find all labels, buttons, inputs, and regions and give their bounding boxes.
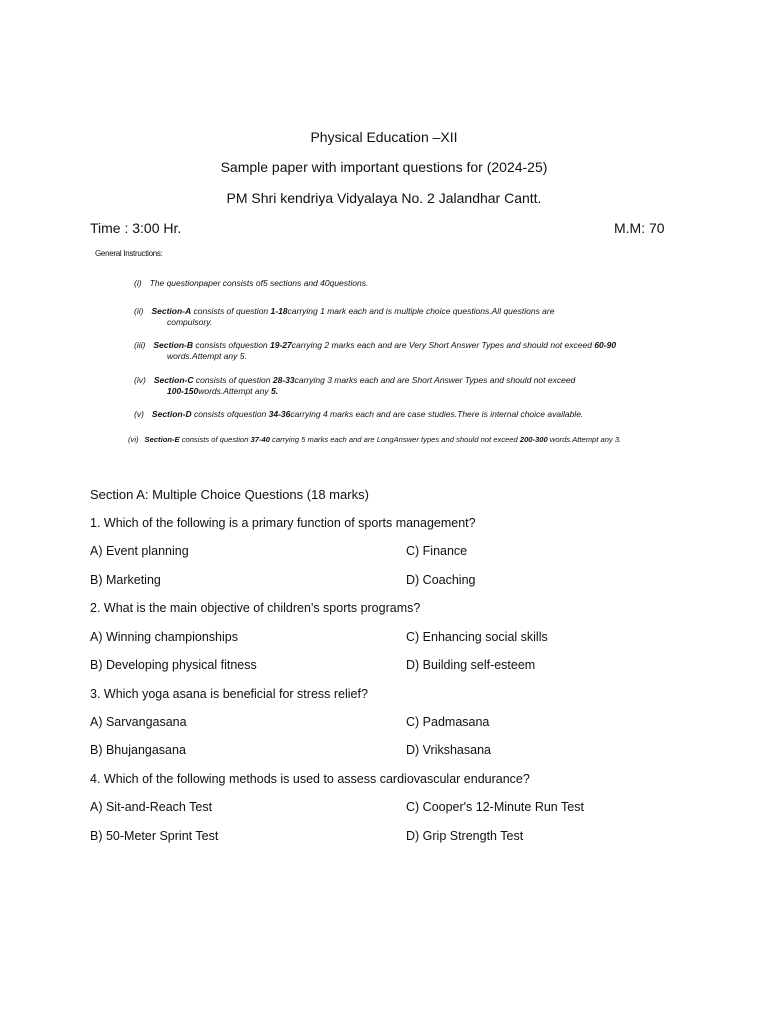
instruction-number: (v) (134, 409, 144, 419)
option-a: A) Event planning (90, 544, 189, 558)
instruction-text: consists of question (193, 375, 273, 385)
question-range: 19-27 (270, 340, 292, 350)
option-c: C) Finance (406, 544, 468, 558)
question-range: 37-40 (250, 435, 270, 444)
paper-subtitle: Sample paper with important questions for (2024-25) (220, 159, 548, 175)
general-instructions-label: General Instructions: (95, 249, 163, 258)
instruction-continuation: compulsory. (167, 317, 213, 327)
instruction-text: consists of question (191, 306, 271, 316)
instruction-item (134, 306, 554, 328)
instruction-continuation: words.Attempt any (198, 386, 271, 396)
option-b: B) Bhujangasana (90, 743, 186, 757)
option-a: A) Sarvangasana (90, 715, 187, 729)
option-a: A) Sit-and-Reach Test (90, 800, 213, 814)
instruction-item (134, 409, 583, 420)
section-name: Section-B (153, 340, 193, 350)
instruction-text: carrying 5 marks each and are LongAnswer types and should not exceed (269, 435, 520, 444)
instruction-text: carrying 3 marks each and are Short Answer Types and should not exceed (294, 375, 576, 385)
instruction-item (134, 375, 575, 397)
option-c: C) Enhancing social skills (406, 630, 548, 644)
instruction-text: carrying 2 marks each and are Very Short Answer Types and should not exceed (291, 340, 595, 350)
instruction-continuation: words.Attempt any 5. (167, 351, 247, 361)
instruction-number: (vi) (128, 435, 139, 444)
word-limit: 200-300 (519, 435, 548, 444)
question-range: 28-33 (272, 375, 295, 385)
instruction-text: consists ofquestion (191, 409, 269, 419)
instruction-text: The questionpaper consists of5 sections and 40questions. (149, 278, 369, 288)
option-d: D) Building self-esteem (406, 658, 536, 672)
question-text: 2. What is the main objective of children's sports programs? (90, 601, 421, 615)
instruction-text: carrying 1 mark each and is multiple choice questions.All questions are (287, 306, 555, 316)
instruction-item (134, 340, 616, 362)
instruction-text: carrying 4 marks each and are case studies.There is internal choice available. (290, 409, 584, 419)
instruction-number: (i) (134, 278, 142, 288)
word-limit: 100-150 (167, 386, 199, 396)
option-b: B) Marketing (90, 573, 161, 587)
instruction-number: (ii) (134, 306, 144, 316)
option-b: B) 50-Meter Sprint Test (90, 829, 219, 843)
question-text: 3. Which yoga asana is beneficial for stress relief? (90, 687, 368, 701)
option-c: C) Padmasana (406, 715, 490, 729)
instruction-number: (iii) (134, 340, 146, 350)
option-d: D) Coaching (406, 573, 476, 587)
instruction-number: (iv) (134, 375, 146, 385)
option-b: B) Developing physical fitness (90, 658, 257, 672)
section-name: Section-A (151, 306, 192, 316)
question-range: 1-18 (270, 306, 288, 316)
instruction-item (134, 278, 368, 289)
section-a-heading: Section A: Multiple Choice Questions (18 marks) (90, 487, 369, 502)
option-d: D) Grip Strength Test (406, 829, 524, 843)
time-label: Time : 3:00 Hr. (90, 220, 182, 236)
section-name: Section-D (151, 409, 192, 419)
instruction-text: consists of question (179, 435, 251, 444)
max-marks-label: M.M: 70 (614, 220, 665, 236)
option-d: D) Vrikshasana (406, 743, 491, 757)
subject-title: Physical Education –XII (310, 129, 458, 145)
question-range: 34-36 (268, 409, 291, 419)
word-limit: 60-90 (594, 340, 617, 350)
school-name: PM Shri kendriya Vidyalaya No. 2 Jalandhar Cantt. (226, 190, 542, 206)
option-c: C) Cooper's 12-Minute Run Test (406, 800, 584, 814)
section-name: Section-C (153, 375, 194, 385)
attempt-count: 5. (270, 386, 279, 396)
instruction-text: consists ofquestion (193, 340, 271, 350)
question-text: 4. Which of the following methods is used to assess cardiovascular endurance? (90, 772, 530, 786)
instruction-text: words.Attempt any 3. (547, 435, 622, 444)
section-name: Section-E (144, 435, 180, 444)
instruction-item (128, 434, 621, 445)
option-a: A) Winning championships (90, 630, 238, 644)
question-text: 1. Which of the following is a primary function of sports management? (90, 516, 476, 530)
